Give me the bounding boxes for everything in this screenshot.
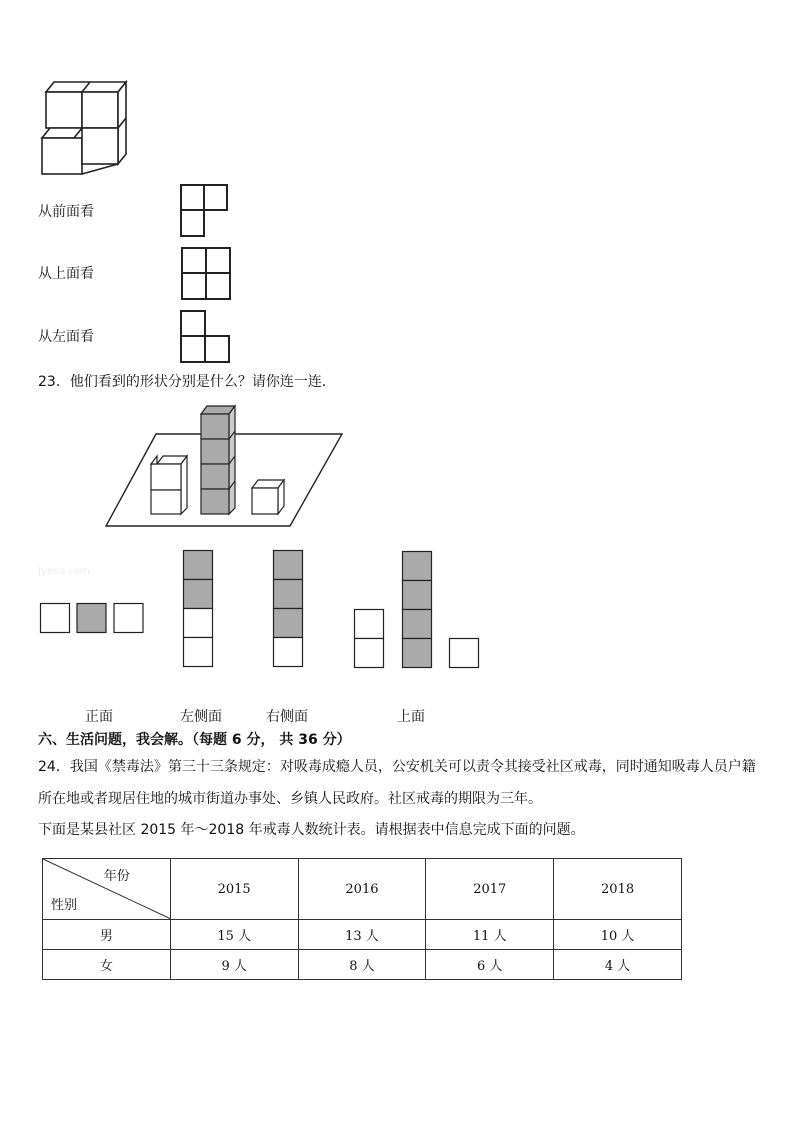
front-view-shape	[180, 184, 228, 238]
corner-gender-label: 性别	[51, 898, 78, 913]
table-cell: 4 人	[554, 950, 682, 980]
top-view-shape	[181, 247, 231, 301]
table-cell: 11 人	[426, 920, 554, 950]
section-6-heading: 六、生活问题，我会解。（每题 6 分， 共 36 分）	[38, 732, 351, 748]
year-header: 2015	[170, 859, 298, 920]
option-right-view	[273, 550, 303, 668]
label-front: 正面	[85, 709, 113, 725]
table-row	[43, 920, 682, 950]
table-cell: 15 人	[170, 920, 298, 950]
option-left-view	[183, 550, 213, 668]
table-cell: 10 人	[554, 920, 682, 950]
question-24-line-2: 所在地或者现居住地的城市街道办事处、乡镇人民政府。社区戒毒的期限为三年。	[38, 791, 542, 807]
table-corner-cell	[43, 859, 171, 920]
label-top: 上面	[397, 709, 425, 725]
label-left-side: 左侧面	[180, 709, 222, 725]
watermark: Jyeoo.com	[38, 566, 90, 577]
q23-scene-3d	[104, 404, 346, 528]
row-label: 女	[43, 950, 171, 980]
view-label-top: 从上面看	[38, 266, 94, 282]
drug-rehab-stats-table	[42, 858, 682, 980]
cube-figure-3d	[38, 82, 134, 178]
option-top-view	[354, 551, 480, 669]
year-header: 2018	[554, 859, 682, 920]
table-cell: 13 人	[298, 920, 426, 950]
question-23: 23．他们看到的形状分别是什么？请你连一连．	[38, 374, 336, 390]
option-front-view	[40, 603, 144, 633]
table-row	[43, 950, 682, 980]
left-view-shape	[180, 310, 230, 364]
year-header: 2017	[426, 859, 554, 920]
year-header: 2016	[298, 859, 426, 920]
table-cell: 8 人	[298, 950, 426, 980]
table-cell: 6 人	[426, 950, 554, 980]
view-label-front: 从前面看	[38, 204, 94, 220]
question-24-line-1: 24．我国《禁毒法》第三十三条规定：对吸毒成瘾人员，公安机关可以责令其接受社区戒毒，同时通知吸毒人员户籍	[38, 759, 756, 775]
view-label-left: 从左面看	[38, 329, 94, 345]
question-24-line-3: 下面是某县社区 2015 年～2018 年戒毒人数统计表。请根据表中信息完成下面的问题。	[38, 822, 585, 838]
row-label: 男	[43, 920, 171, 950]
label-right-side: 右侧面	[266, 709, 308, 725]
corner-year-label: 年份	[103, 869, 130, 884]
table-cell: 9 人	[170, 950, 298, 980]
